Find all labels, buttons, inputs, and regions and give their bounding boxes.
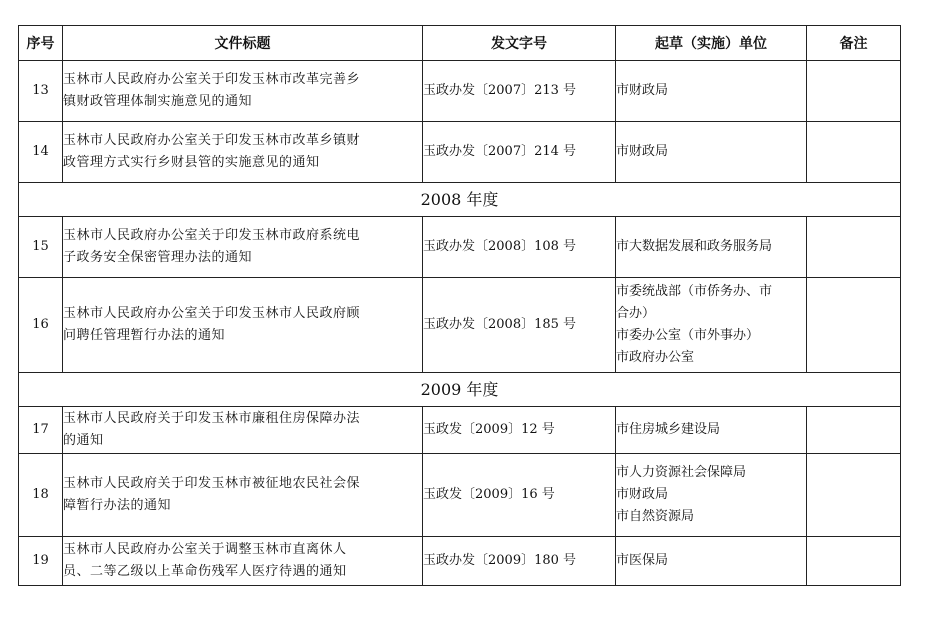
table-row — [19, 122, 901, 183]
title-line: 玉林市人民政府关于印发玉林市廉租住房保障办法 — [63, 411, 361, 426]
row-title — [63, 122, 423, 183]
row-title — [63, 407, 423, 454]
row-title — [63, 454, 423, 537]
row-doc-no: 玉政办发〔2008〕108 号 — [423, 217, 616, 278]
header-title: 文件标题 — [63, 26, 423, 61]
row-unit — [616, 278, 807, 373]
row-title — [63, 537, 423, 586]
unit-line: 市政府办公室 — [616, 350, 695, 365]
row-number: 17 — [19, 407, 63, 454]
unit-line: 市医保局 — [616, 553, 669, 568]
title-line: 政管理方式实行乡财县管的实施意见的通知 — [63, 155, 320, 170]
unit-line: 市住房城乡建设局 — [616, 422, 721, 437]
row-remark — [807, 537, 901, 586]
row-remark — [807, 454, 901, 537]
row-unit — [616, 217, 807, 278]
title-line: 玉林市人民政府办公室关于印发玉林市政府系统电 — [63, 228, 361, 243]
row-unit — [616, 537, 807, 586]
year-row — [19, 373, 901, 407]
table-row — [19, 407, 901, 454]
row-doc-no: 玉政办发〔2009〕180 号 — [423, 537, 616, 586]
row-unit — [616, 122, 807, 183]
year-row — [19, 183, 901, 217]
year-header-2008: 2008 年度 — [19, 183, 901, 217]
unit-line: 市财政局 — [616, 83, 669, 98]
row-doc-no: 玉政办发〔2007〕213 号 — [423, 61, 616, 122]
row-number: 15 — [19, 217, 63, 278]
row-number: 14 — [19, 122, 63, 183]
row-doc-no: 玉政发〔2009〕12 号 — [423, 407, 616, 454]
table-row — [19, 217, 901, 278]
title-line: 员、二等乙级以上革命伤残军人医疗待遇的通知 — [63, 564, 347, 579]
unit-line: 合办） — [616, 306, 656, 321]
title-line: 障暂行办法的通知 — [63, 498, 172, 513]
header-doc-no: 发文字号 — [423, 26, 616, 61]
row-doc-no: 玉政办发〔2007〕214 号 — [423, 122, 616, 183]
row-remark — [807, 61, 901, 122]
header-remark: 备注 — [807, 26, 901, 61]
header-row — [19, 26, 901, 61]
unit-line: 市自然资源局 — [616, 509, 695, 524]
year-header-2009: 2009 年度 — [19, 373, 901, 407]
row-doc-no: 玉政办发〔2008〕185 号 — [423, 278, 616, 373]
document-table — [18, 25, 901, 586]
row-unit — [616, 407, 807, 454]
title-line: 子政务安全保密管理办法的通知 — [63, 250, 253, 265]
row-remark — [807, 278, 901, 373]
row-title — [63, 61, 423, 122]
row-number: 19 — [19, 537, 63, 586]
row-title — [63, 278, 423, 373]
row-remark — [807, 407, 901, 454]
header-index: 序号 — [19, 26, 63, 61]
title-line: 玉林市人民政府关于印发玉林市被征地农民社会保 — [63, 476, 361, 491]
row-remark — [807, 217, 901, 278]
unit-line: 市财政局 — [616, 144, 669, 159]
row-number: 13 — [19, 61, 63, 122]
title-line: 镇财政管理体制实施意见的通知 — [63, 94, 253, 109]
unit-line: 市财政局 — [616, 487, 669, 502]
row-number: 18 — [19, 454, 63, 537]
unit-line: 市委统战部（市侨务办、市 — [616, 284, 773, 299]
row-remark — [807, 122, 901, 183]
title-line: 玉林市人民政府办公室关于印发玉林市改革完善乡 — [63, 72, 361, 87]
title-line: 的通知 — [63, 433, 104, 448]
title-line: 玉林市人民政府办公室关于印发玉林市人民政府顾 — [63, 306, 361, 321]
title-line: 问聘任管理暂行办法的通知 — [63, 328, 226, 343]
row-unit — [616, 454, 807, 537]
unit-line: 市委办公室（市外事办） — [616, 328, 760, 343]
table-row — [19, 537, 901, 586]
unit-line: 市大数据发展和政务服务局 — [616, 239, 773, 254]
unit-line: 市人力资源社会保障局 — [616, 465, 747, 480]
row-number: 16 — [19, 278, 63, 373]
title-line: 玉林市人民政府办公室关于印发玉林市改革乡镇财 — [63, 133, 361, 148]
title-line: 玉林市人民政府办公室关于调整玉林市直离休人 — [63, 542, 347, 557]
header-unit: 起草（实施）单位 — [616, 26, 807, 61]
row-doc-no: 玉政发〔2009〕16 号 — [423, 454, 616, 537]
row-title — [63, 217, 423, 278]
table-row — [19, 454, 901, 537]
row-unit — [616, 61, 807, 122]
table-row — [19, 61, 901, 122]
table-row — [19, 278, 901, 373]
